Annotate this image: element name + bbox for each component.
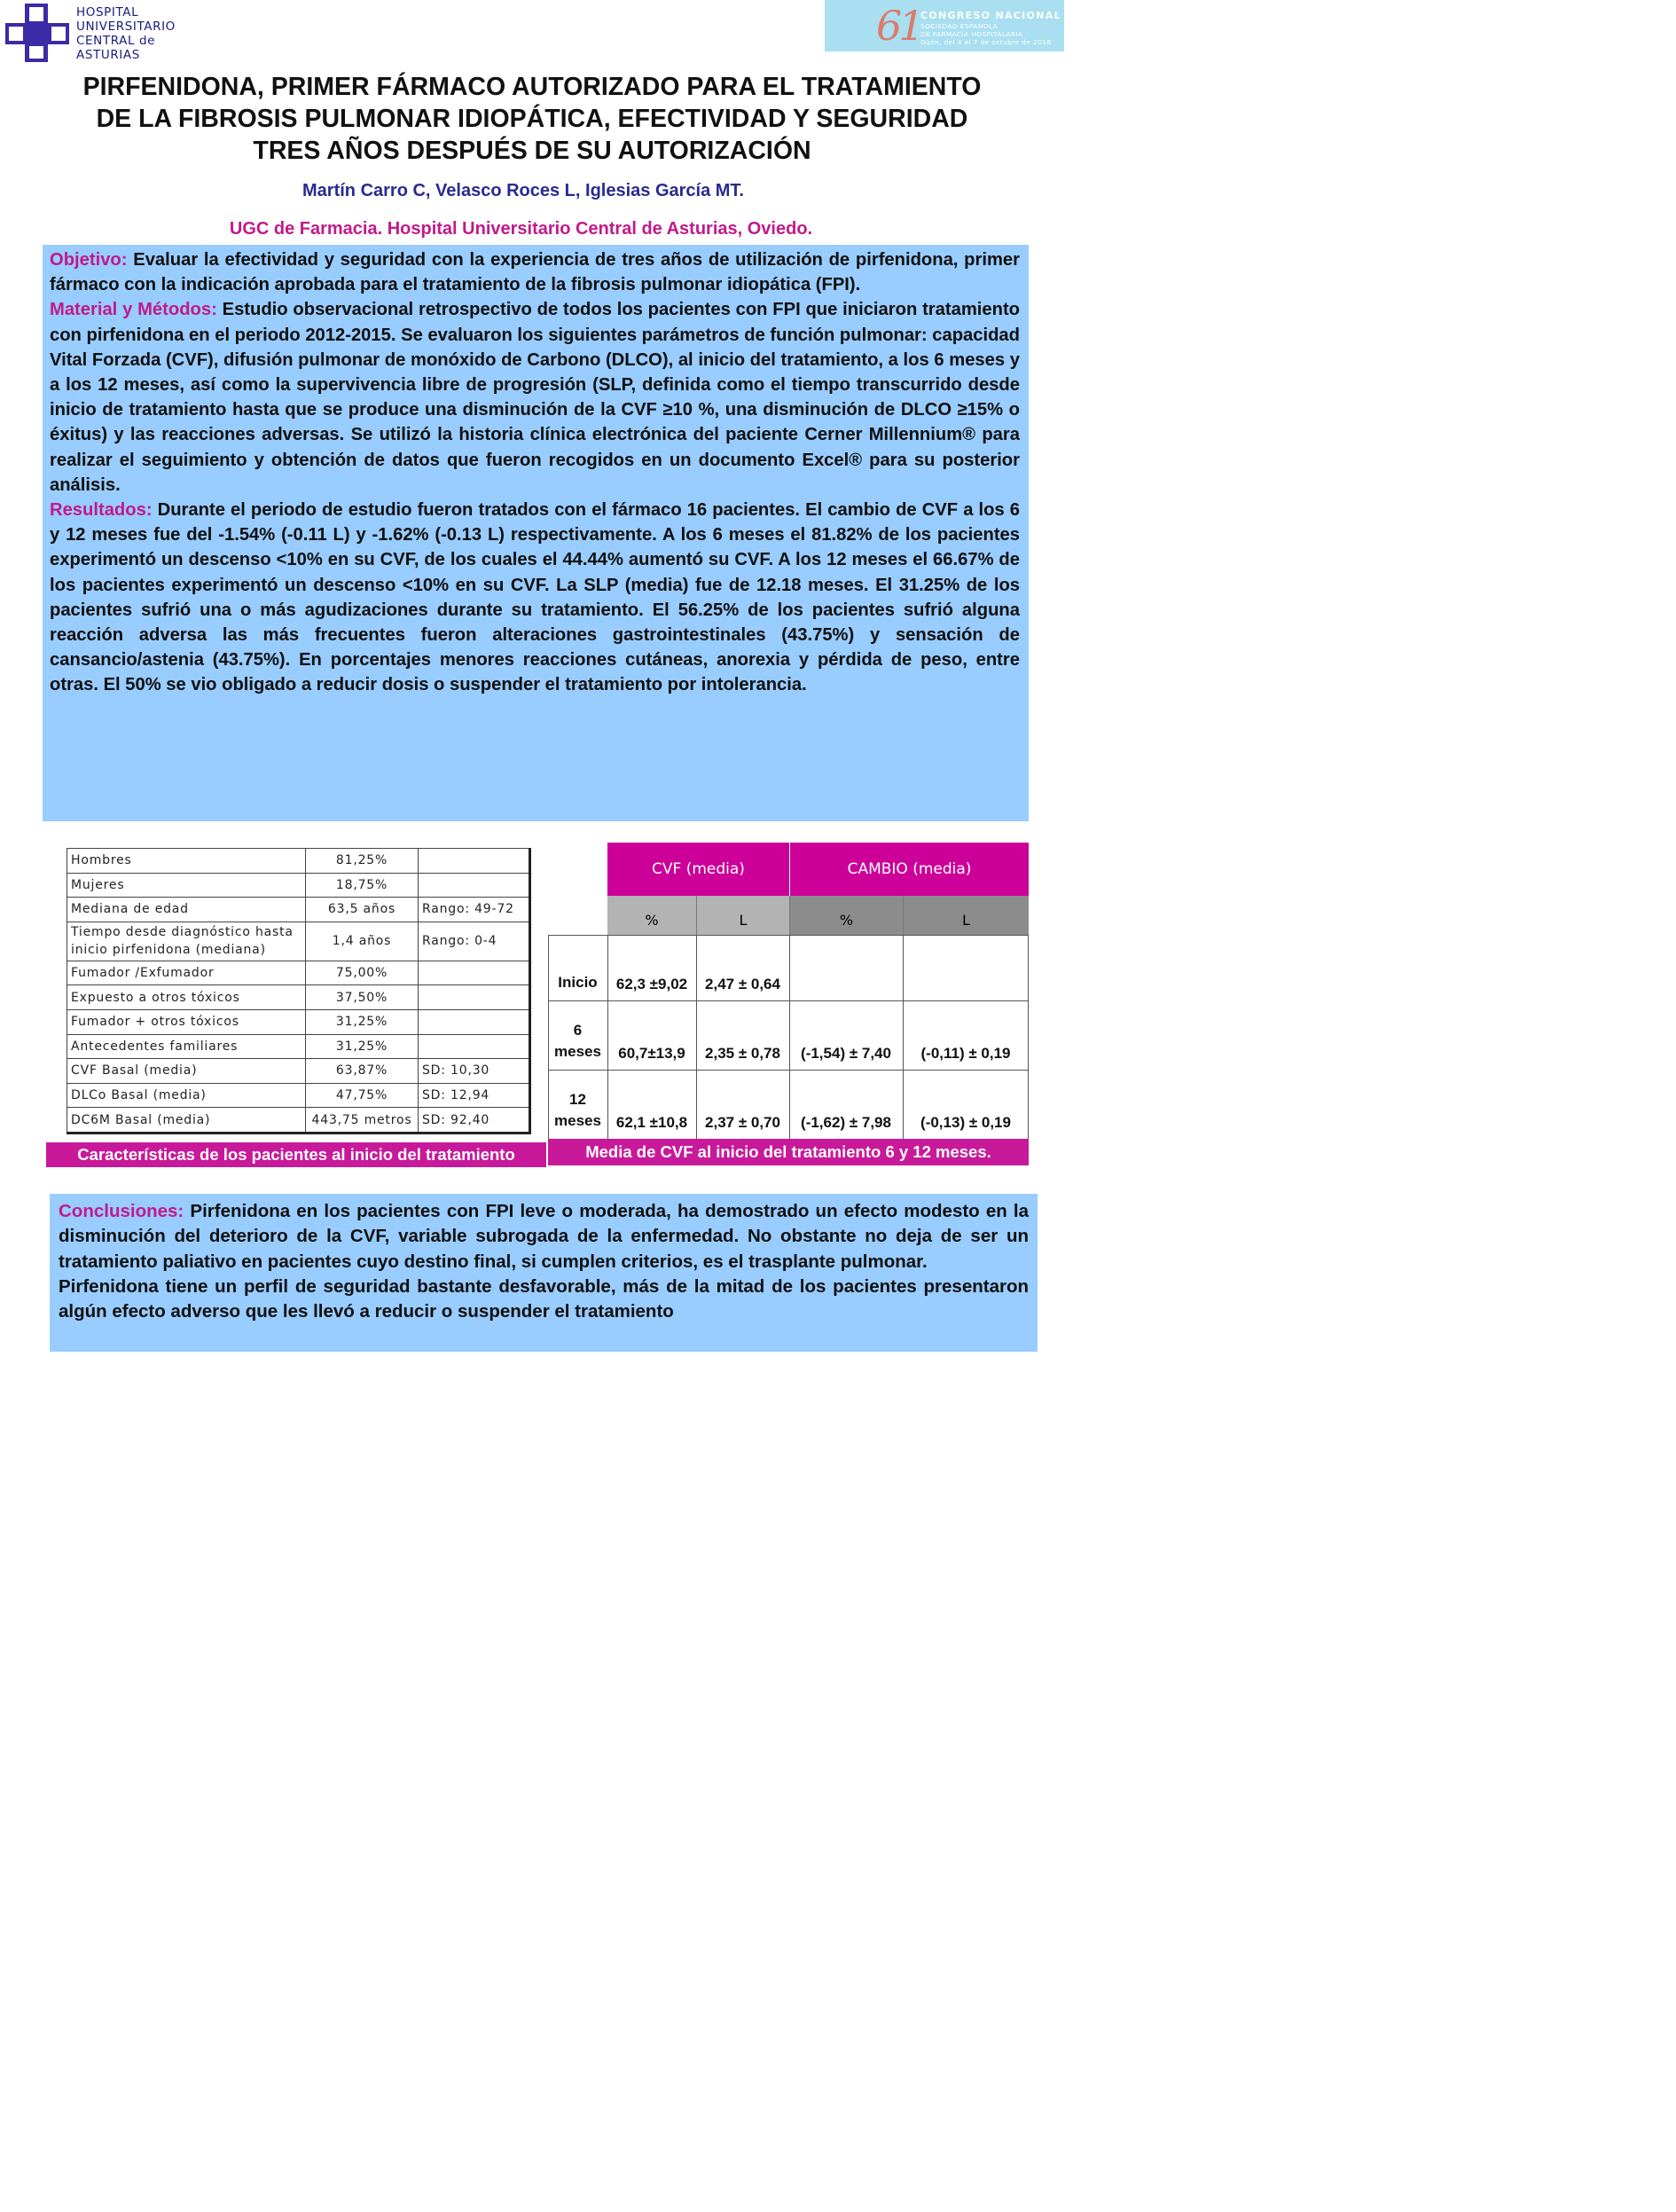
cvf-value: 2,35 ± 0,78 (705, 1045, 780, 1062)
cvf-value: 60,7±13,9 (618, 1045, 685, 1062)
table-row (67, 1034, 530, 1059)
congress-sub-line: Gijón, del 4 al 7 de octubre de 2016 (920, 38, 1052, 46)
cvf-value: 62,1 ±10,8 (615, 1114, 688, 1131)
row-label-line: Inicio (558, 974, 598, 991)
cvf-value: (-0,13) ± 0,19 (920, 1114, 1011, 1131)
congress-subtitle (920, 22, 1051, 46)
cvf-value: (-1,62) ± 7,98 (801, 1114, 891, 1131)
table-row (67, 1108, 530, 1133)
logo-line: HOSPITAL (76, 5, 139, 20)
row-value: 63,5 años (306, 898, 419, 922)
patients-table-caption: Características de los pacientes al inicio del tratamiento (46, 1142, 546, 1167)
row-value: 443,75 metros (306, 1108, 419, 1133)
row-value: 63,87% (306, 1059, 419, 1084)
row-label: Mujeres (67, 873, 306, 898)
cvf-value: (-1,54) ± 7,40 (801, 1045, 891, 1062)
affiliation: UGC de Farmacia. Hospital Universitario Central de Asturias, Oviedo. (229, 219, 813, 239)
row-label: DLCo Basal (media) (67, 1083, 306, 1108)
table-row (67, 1009, 530, 1034)
abstract-box (43, 245, 1029, 821)
row-extra: Rango: 49-72 (419, 898, 530, 922)
row-label: Antecedentes familiares (67, 1034, 306, 1059)
row-value: 75,00% (306, 961, 419, 985)
table-row (67, 961, 530, 985)
title-line: PIRFENIDONA, PRIMER FÁRMACO AUTORIZADO PARA EL TRATAMIENTO (82, 73, 982, 101)
congress-number: 61 (876, 2, 921, 50)
table-row (67, 1059, 530, 1084)
row-label-line: 12 (569, 1091, 586, 1108)
row-label: Hombres (67, 849, 306, 874)
row-label: Tiempo desde diagnóstico hasta inicio pirfenidona (mediana) (67, 922, 306, 961)
row-value: 1,4 años (306, 922, 419, 961)
row-value: 47,75% (306, 1083, 419, 1108)
row-label-line: 6 (573, 1022, 583, 1039)
row-extra: SD: 92,40 (419, 1108, 530, 1133)
resultados-label: Resultados: (50, 500, 153, 521)
congress-sub-line: SOCIEDAD ESPAÑOLA (920, 22, 999, 30)
table-row (67, 898, 530, 922)
row-label (548, 1000, 607, 1070)
objetivo-text: Evaluar la efectividad y seguridad con la experiencia de tres años de utilización de pirfenidona, primer fármaco con la indicación aprobada para el tratamiento de la fibrosis pulmonar idiopática (FPI). (50, 250, 1020, 295)
row-extra (419, 1034, 530, 1059)
row-label: Fumador + otros tóxicos (67, 1009, 306, 1034)
hospital-logo-text (76, 5, 176, 62)
logo-line: CENTRAL de (76, 34, 156, 48)
row-extra: SD: 10,30 (419, 1059, 530, 1084)
row-label-line: meses (554, 1112, 601, 1129)
title-line: DE LA FIBROSIS PULMONAR IDIOPÁTICA, EFECTIVIDAD Y SEGURIDAD (96, 105, 968, 133)
row-extra: SD: 12,94 (419, 1083, 530, 1108)
cvf-sub-pct: % (607, 896, 696, 935)
congress-logo (825, 0, 1064, 51)
cvf-sub-l: L (696, 896, 789, 935)
cvf-table (548, 843, 1029, 1165)
table-row (67, 1083, 530, 1108)
poster-title (27, 71, 1038, 167)
hospital-logo (5, 4, 192, 62)
row-label: Mediana de edad (67, 898, 306, 922)
metodos-text: Estudio observacional retrospectivo de todos los pacientes con FPI que iniciaron tratamiento con pirfenidona en el periodo 2012-2015. Se evaluaron los siguientes parámetros de función pulmonar: capacidad Vital Forzada (CVF), difusión pulmonar de monóxido de Carbono (DLCO), al inicio del tratamiento, a los 6 meses y a los 12 meses, así como la supervivencia libre de progresión (SLP, definida como el tiempo transcurrido desde inicio de tratamiento hasta que se produce una disminución de la CVF ≥10 %, una disminución de DLCO ≥15% o éxitus) y las reacciones adversas. Se utilizó la historia clínica electrónica del paciente Cerner Millennium® para realizar el seguimiento y obtención de datos que fueron recogidos en un documento Excel® para su posterior análisis. (50, 300, 1020, 495)
congress-sub-line: DE FARMACIA HOSPITALARIA (920, 30, 1023, 38)
logo-line: UNIVERSITARIO (76, 20, 176, 34)
logo-line: ASTURIAS (76, 48, 140, 62)
abstract-text (50, 247, 1020, 698)
cvf-sub-pct: % (789, 896, 903, 935)
row-label: Expuesto a otros tóxicos (67, 985, 306, 1010)
metodos-label: Material y Métodos: (50, 300, 217, 320)
cvf-value (903, 935, 1029, 1000)
table-row (67, 873, 530, 898)
row-label: DC6M Basal (media) (67, 1108, 306, 1133)
objetivo-label: Objetivo: (50, 250, 128, 270)
row-extra: Rango: 0-4 (419, 922, 530, 961)
row-value: 31,25% (306, 1034, 419, 1059)
cvf-value (789, 935, 903, 1000)
cambio-header: CAMBIO (media) (789, 843, 1029, 896)
patients-table-panel (46, 837, 546, 1167)
cvf-value: 2,37 ± 0,70 (705, 1114, 780, 1131)
cvf-header: CVF (media) (607, 843, 789, 896)
authors: Martín Carro C, Velasco Roces L, Iglesias García MT. (302, 181, 744, 200)
row-value: 31,25% (306, 1009, 419, 1034)
row-value: 18,75% (306, 873, 419, 898)
conclusions-label: Conclusiones: (59, 1201, 184, 1221)
row-label-line: meses (554, 1043, 601, 1060)
row-label (548, 935, 607, 1000)
patients-table (67, 848, 531, 1134)
row-value: 37,50% (306, 985, 419, 1010)
table-row (67, 849, 530, 874)
row-extra (419, 1009, 530, 1034)
congress-title: CONGRESO NACIONAL (920, 10, 1061, 21)
row-value: 81,25% (306, 849, 419, 874)
resultados-text: Durante el periodo de estudio fueron tratados con el fármaco 16 pacientes. El cambio de CVF a los 6 y 12 meses fue del -1.54% (-0.11 L) y -1.62% (-0.13 L) respectivamente. A los 6 meses el 81.82% de los pacientes experimentó un descenso <10% en su CVF, de los cuales el 44.44% aumentó su CVF. A los 12 meses el 66.67% de los pacientes experimentó un descenso <10% en su CVF. La SLP (media) fue de 12.18 meses. El 31.25% de los pacientes sufrió una o más agudizaciones durante su tratamiento. El 56.25% de los pacientes sufrió alguna reacción adversa las más frecuentes fueron alteraciones gastrointestinales (43.75%) y sensación de cansancio/astenia (43.75%). En porcentajes menores reacciones cutáneas, anorexia y pérdida de peso, entre otras. El 50% se vio obligado a reducir dosis o suspender el tratamiento por intolerancia. (50, 500, 1020, 695)
conclusions-text (59, 1199, 1029, 1324)
row-label: Fumador /Exfumador (67, 961, 306, 985)
row-extra (419, 961, 530, 985)
row-extra (419, 849, 530, 874)
conclusions-text-1: Pirfenidona en los pacientes con FPI leve o moderada, ha demostrado un efecto modesto en la disminución del deterioro de la CVF, variable subrogada de la enfermedad. No obstante no deja de ser un tratamiento paliativo en pacientes cuyo destino final, si cumplen criterios, es el trasplante pulmonar. (59, 1201, 1029, 1272)
table-row (67, 922, 530, 961)
row-label (548, 1070, 607, 1139)
conclusions-text-2: Pirfenidona tiene un perfil de seguridad bastante desfavorable, más de la mitad de los pacientes presentaron algún efecto adverso que les llevó a reducir o suspender el tratamiento (59, 1275, 1029, 1322)
cvf-value: (-0,11) ± 0,19 (920, 1045, 1011, 1062)
hospital-cross-icon (5, 4, 69, 62)
row-label: CVF Basal (media) (67, 1059, 306, 1084)
cvf-sub-l: L (903, 896, 1029, 935)
cvf-value: 2,47 ± 0,64 (705, 976, 780, 992)
row-extra (419, 985, 530, 1010)
cvf-table-caption: Media de CVF al inicio del tratamiento 6 y 12 meses. (548, 1139, 1029, 1165)
table-row (67, 985, 530, 1010)
conclusions-box (50, 1194, 1038, 1352)
title-line: TRES AÑOS DESPUÉS DE SU AUTORIZACIÓN (253, 137, 811, 165)
cvf-value: 62,3 ±9,02 (615, 976, 688, 992)
row-extra (419, 873, 530, 898)
